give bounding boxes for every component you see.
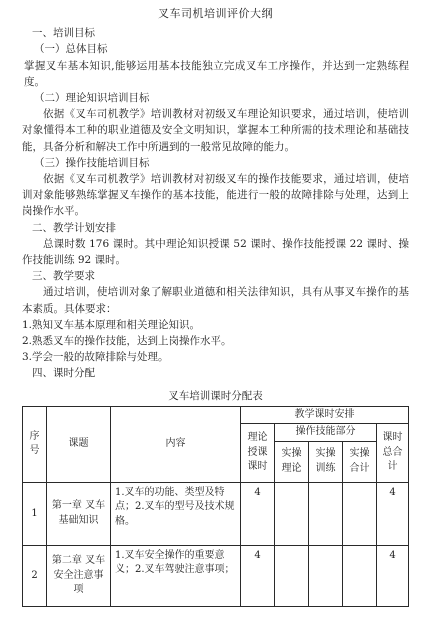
section-1-2-heading: （二）理论知识培训目标 bbox=[34, 92, 150, 105]
table-caption: 叉车培训课时分配表 bbox=[168, 389, 263, 402]
section-1-2-text: 依据《叉车司机教学》培训教材对初级叉车理论知识要求，通过培训，使培训对象懂得本工种的职业道德及安全文明知识，掌握本工种所需的技术理论和基础技能，具备分析和解决工作中所遇到的一般常见故障的能力。 bbox=[22, 108, 409, 153]
header-practice-train: 实操训练 bbox=[309, 441, 343, 482]
row-seq: 2 bbox=[23, 545, 47, 606]
row-theory: 4 bbox=[241, 545, 275, 606]
header-practice-theory: 实操理论 bbox=[275, 441, 309, 482]
section-3-heading: 三、教学要求 bbox=[32, 270, 95, 283]
row-total: 4 bbox=[377, 482, 409, 545]
section-3-intro: 通过培训，使培训对象了解职业道德和相关法律知识，具有从事叉车操作的基本素质。具体要求： bbox=[22, 286, 409, 315]
section-2-heading: 二、教学计划安排 bbox=[32, 221, 116, 234]
row-topic: 第二章 叉车安全注意事项 bbox=[47, 545, 111, 606]
requirement-item: 3.学会一般的故障排除与处理。 bbox=[22, 351, 169, 364]
section-1-heading: 一、培训目标 bbox=[32, 27, 95, 40]
header-practice-total: 实操合计 bbox=[343, 441, 377, 482]
section-1-1-text: 掌握叉车基本知识,能够运用基本技能独立完成叉车工序操作，并达到一定熟练程度。 bbox=[24, 59, 409, 88]
row-practice-total bbox=[343, 482, 377, 545]
section-2-text: 总课时数 176 课时。其中理论知识授课 52 课时、操作技能授课 22 课时、操作技能训练 92 课时。 bbox=[22, 237, 409, 267]
header-theory: 理论授课课时 bbox=[241, 424, 275, 483]
section-1-3-heading: （三）操作技能培训目标 bbox=[34, 156, 150, 169]
table-row bbox=[23, 482, 409, 545]
hours-allocation-table bbox=[22, 406, 409, 607]
row-seq: 1 bbox=[23, 482, 47, 545]
header-plan: 教学课时安排 bbox=[241, 406, 409, 424]
row-practice-theory bbox=[275, 482, 309, 545]
header-content: 内容 bbox=[111, 406, 241, 482]
row-practice-train bbox=[309, 545, 343, 606]
header-seq: 序号 bbox=[23, 406, 47, 482]
requirement-item: 1.熟知叉车基本原理和相关理论知识。 bbox=[22, 318, 201, 331]
section-4-heading: 四、课时分配 bbox=[32, 367, 95, 380]
header-topic: 课题 bbox=[47, 406, 111, 482]
header-skills: 操作技能部分 bbox=[275, 424, 377, 442]
document-title: 叉车司机培训评价大纲 bbox=[158, 7, 273, 20]
section-1-3-text: 依据《叉车司机教学》培训教材对初级叉车的操作技能要求，通过培训，使培训对象能够熟练掌握叉车操作的基本技能，能进行一般的故障排除与处理，达到上岗操作水平。 bbox=[22, 173, 409, 218]
row-topic: 第一章 叉车基础知识 bbox=[47, 482, 111, 545]
row-content: 1.叉车的功能、类型及特点；2.叉车的型号及技术规格。 bbox=[111, 482, 241, 545]
row-content: 1.叉车安全操作的重要意义；2.叉车驾驶注意事项； bbox=[111, 545, 241, 606]
requirement-item: 2.熟悉叉车的操作技能，达到上岗操作水平。 bbox=[22, 335, 232, 348]
table-row bbox=[23, 545, 409, 606]
row-practice-train bbox=[309, 482, 343, 545]
header-total: 课时总合计 bbox=[377, 424, 409, 483]
row-practice-total bbox=[343, 545, 377, 606]
row-theory: 4 bbox=[241, 482, 275, 545]
row-total: 4 bbox=[377, 545, 409, 606]
section-1-1-heading: （一）总体目标 bbox=[34, 43, 108, 56]
row-practice-theory bbox=[275, 545, 309, 606]
